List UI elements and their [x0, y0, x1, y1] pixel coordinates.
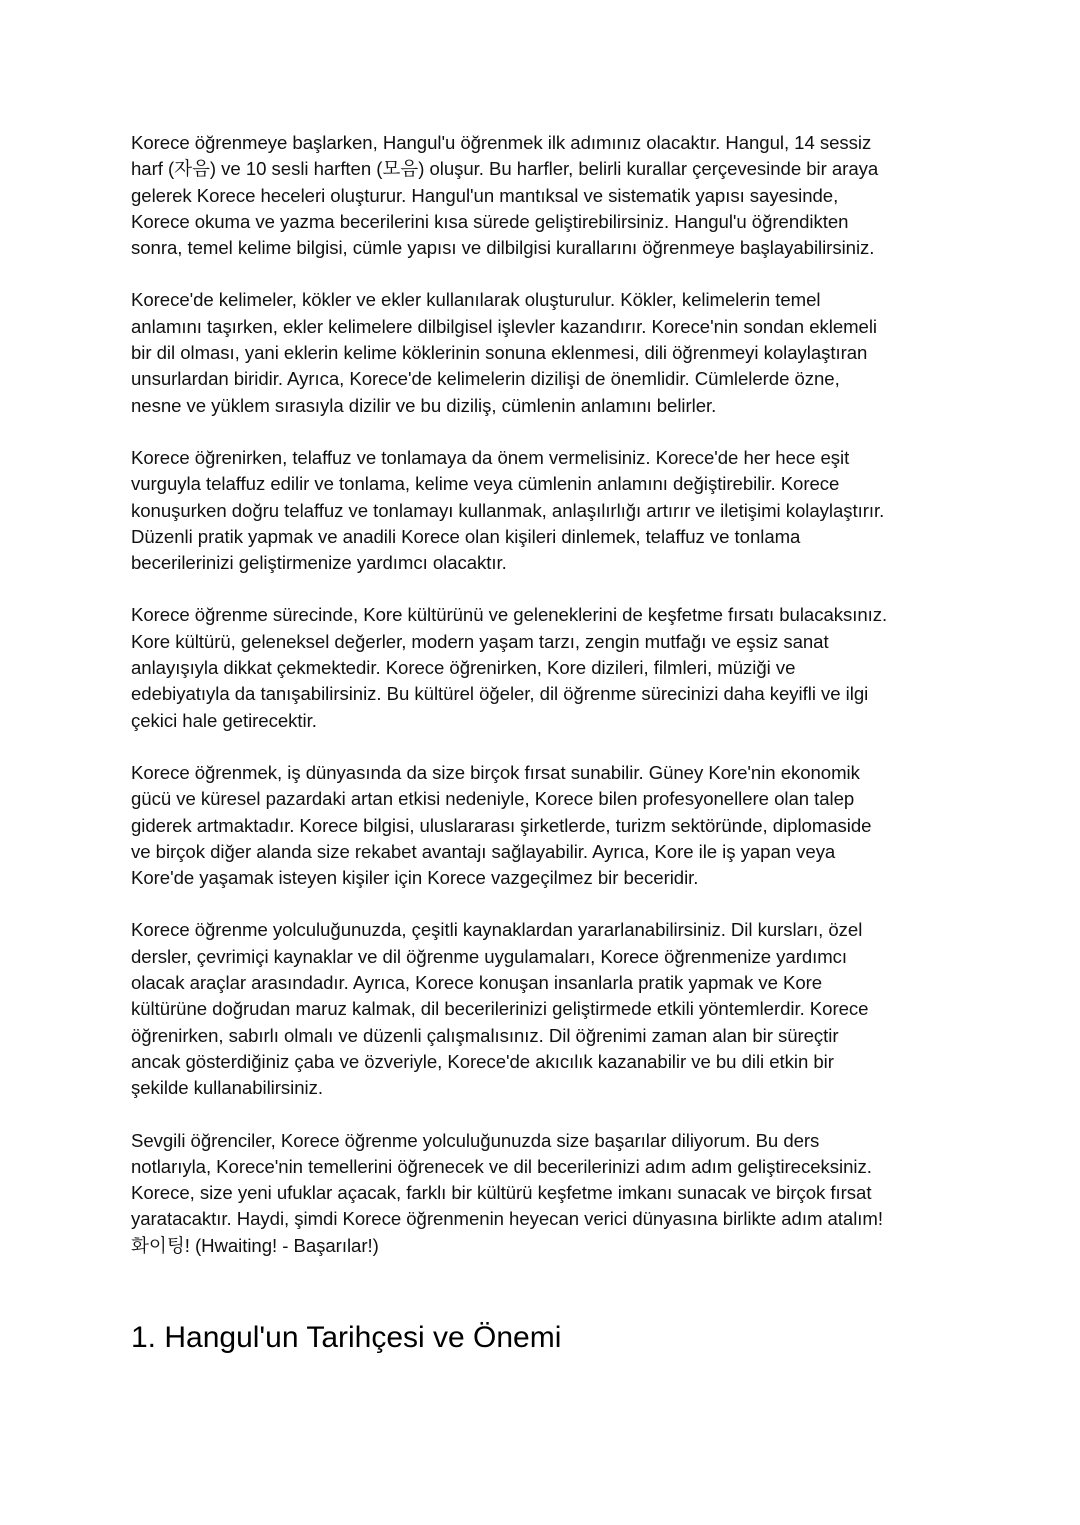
- text-line: edebiyatıyla da tanışabilirsiniz. Bu kültürel öğeler, dil öğrenme sürecinizi daha keyifli ve ilgi: [131, 683, 869, 705]
- paragraph-pronunciation: [131, 445, 961, 576]
- text-line: yaratacaktır. Haydi, şimdi Korece öğrenmenin heyecan verici dünyasına birlikte adım atalım!: [131, 1208, 883, 1230]
- paragraph-resources: [131, 917, 961, 1101]
- text-line: Korece öğrenme sürecinde, Kore kültürünü ve geleneklerini de keşfetme fırsatı bulacaksınız.: [131, 604, 888, 626]
- text-line: Düzenli pratik yapmak ve anadili Korece olan kişileri dinlemek, telaffuz ve tonlama: [131, 525, 801, 547]
- text-line: giderek artmaktadır. Korece bilgisi, uluslararası şirketlerde, turizm sektöründe, diplomaside: [131, 814, 872, 836]
- text-line: Korece öğrenmek, iş dünyasında da size birçok fırsat sunabilir. Güney Kore'nin ekonomik: [131, 761, 860, 783]
- text-line: anlamını taşırken, ekler kelimelere dilbilgisel işlevler kazandırır. Korece'nin sondan eklemeli: [131, 315, 878, 337]
- text-line: şekilde kullanabilirsiniz.: [131, 1077, 323, 1099]
- paragraph-closing: [131, 1128, 961, 1259]
- text-line: bir dil olması, yani eklerin kelime köklerinin sonuna eklenmesi, dili öğrenmeyi kolaylaştıran: [131, 342, 868, 364]
- text-line: anlayışıyla dikkat çekmektedir. Korece öğrenirken, Kore dizileri, filmleri, müziği ve: [131, 657, 796, 679]
- text-line: nesne ve yüklem sırasıyla dizilir ve bu diziliş, cümlenin anlamını belirler.: [131, 394, 717, 416]
- text-line: çekici hale getirecektir.: [131, 709, 317, 731]
- text-line: Kore kültürü, geleneksel değerler, modern yaşam tarzı, zengin mutfağı ve eşsiz sanat: [131, 630, 829, 652]
- text-line: Korece öğrenmeye başlarken, Hangul'u öğrenmek ilk adımınız olacaktır. Hangul, 14 sessiz: [131, 132, 872, 153]
- text-line: Korece öğrenme yolculuğunuzda, çeşitli kaynaklardan yararlanabilirsiniz. Dil kursları, özel: [131, 919, 863, 941]
- text-line: unsurlardan biridir. Ayrıca, Korece'de kelimelerin dizilişi de önemlidir. Cümlelerde özne,: [131, 368, 840, 390]
- text-line: Kore'de yaşamak isteyen kişiler için Korece vazgeçilmez bir beceridir.: [131, 867, 699, 889]
- text-line: notlarıyla, Korece'nin temellerini öğrenecek ve dil becerilerinizi adım adım geliştireceksiniz.: [131, 1155, 872, 1177]
- paragraph-word-structure: [131, 287, 961, 418]
- paragraph-culture: [131, 602, 961, 733]
- text-line: ve birçok diğer alanda size rekabet avantajı sağlayabilir. Ayrıca, Kore ile iş yapan veya: [131, 840, 836, 862]
- text-line: sonra, temel kelime bilgisi, cümle yapısı ve dilbilgisi kurallarını öğrenmeye başlayabilirsiniz.: [131, 237, 875, 259]
- text-line: ancak gösterdiğiniz çaba ve özveriyle, Korece'de akıcılık kazanabilir ve bu dili etkin bir: [131, 1050, 834, 1072]
- text-line: Korece okuma ve yazma becerilerini kısa sürede geliştirebilirsiniz. Hangul'u öğrendikten: [131, 210, 849, 232]
- text-line: 화이팅! (Hwaiting! - Başarılar!): [131, 1234, 379, 1256]
- text-line: Sevgili öğrenciler, Korece öğrenme yolculuğunuzda size başarılar diliyorum. Bu ders: [131, 1129, 820, 1151]
- paragraph-hangul-intro: [131, 130, 961, 261]
- text-line: Korece öğrenirken, telaffuz ve tonlamaya da önem vermelisiniz. Korece'de her hece eşit: [131, 446, 850, 468]
- document-body: [131, 130, 961, 1285]
- text-line: becerilerinizi geliştirmenize yardımcı olacaktır.: [131, 552, 507, 574]
- text-line: dersler, çevrimiçi kaynaklar ve dil öğrenme uygulamaları, Korece öğrenmenize yardımcı: [131, 945, 848, 967]
- text-line: gelerek Korece heceleri oluşturur. Hangul'un mantıksal ve sistematik yapısı sayesinde,: [131, 184, 839, 206]
- paragraph-business: [131, 760, 961, 891]
- text-line: öğrenirken, sabırlı olmalı ve düzenli çalışmalısınız. Dil öğrenimi zaman alan bir süreçtir: [131, 1024, 839, 1046]
- text-line: Korece'de kelimeler, kökler ve ekler kullanılarak oluşturulur. Kökler, kelimelerin temel: [131, 289, 821, 311]
- text-line: konuşurken doğru telaffuz ve tonlamayı kullanmak, anlaşılırlığı artırır ve iletişimi kolaylaştırır.: [131, 499, 885, 521]
- text-line: Korece, size yeni ufuklar açacak, farklı bir kültürü keşfetme imkanı sunacak ve birçok fırsat: [131, 1182, 872, 1204]
- text-line: harf (자음) ve 10 sesli harften (모음) oluşur. Bu harfler, belirli kurallar çerçevesinde bir araya: [131, 158, 879, 180]
- section-heading: 1. Hangul'un Tarihçesi ve Önemi: [131, 1321, 562, 1354]
- text-line: gücü ve küresel pazardaki artan etkisi nedeniyle, Korece bilen profesyonellere olan talep: [131, 788, 855, 810]
- text-line: olacak araçlar arasındadır. Ayrıca, Korece konuşan insanlarla pratik yapmak ve Kore: [131, 972, 823, 994]
- text-line: kültürüne doğrudan maruz kalmak, dil becerilerinizi geliştirmede etkili yöntemlerdir. Korece: [131, 998, 869, 1020]
- text-line: vurguyla telaffuz edilir ve tonlama, kelime veya cümlenin anlamını değiştirebilir. Korece: [131, 473, 840, 495]
